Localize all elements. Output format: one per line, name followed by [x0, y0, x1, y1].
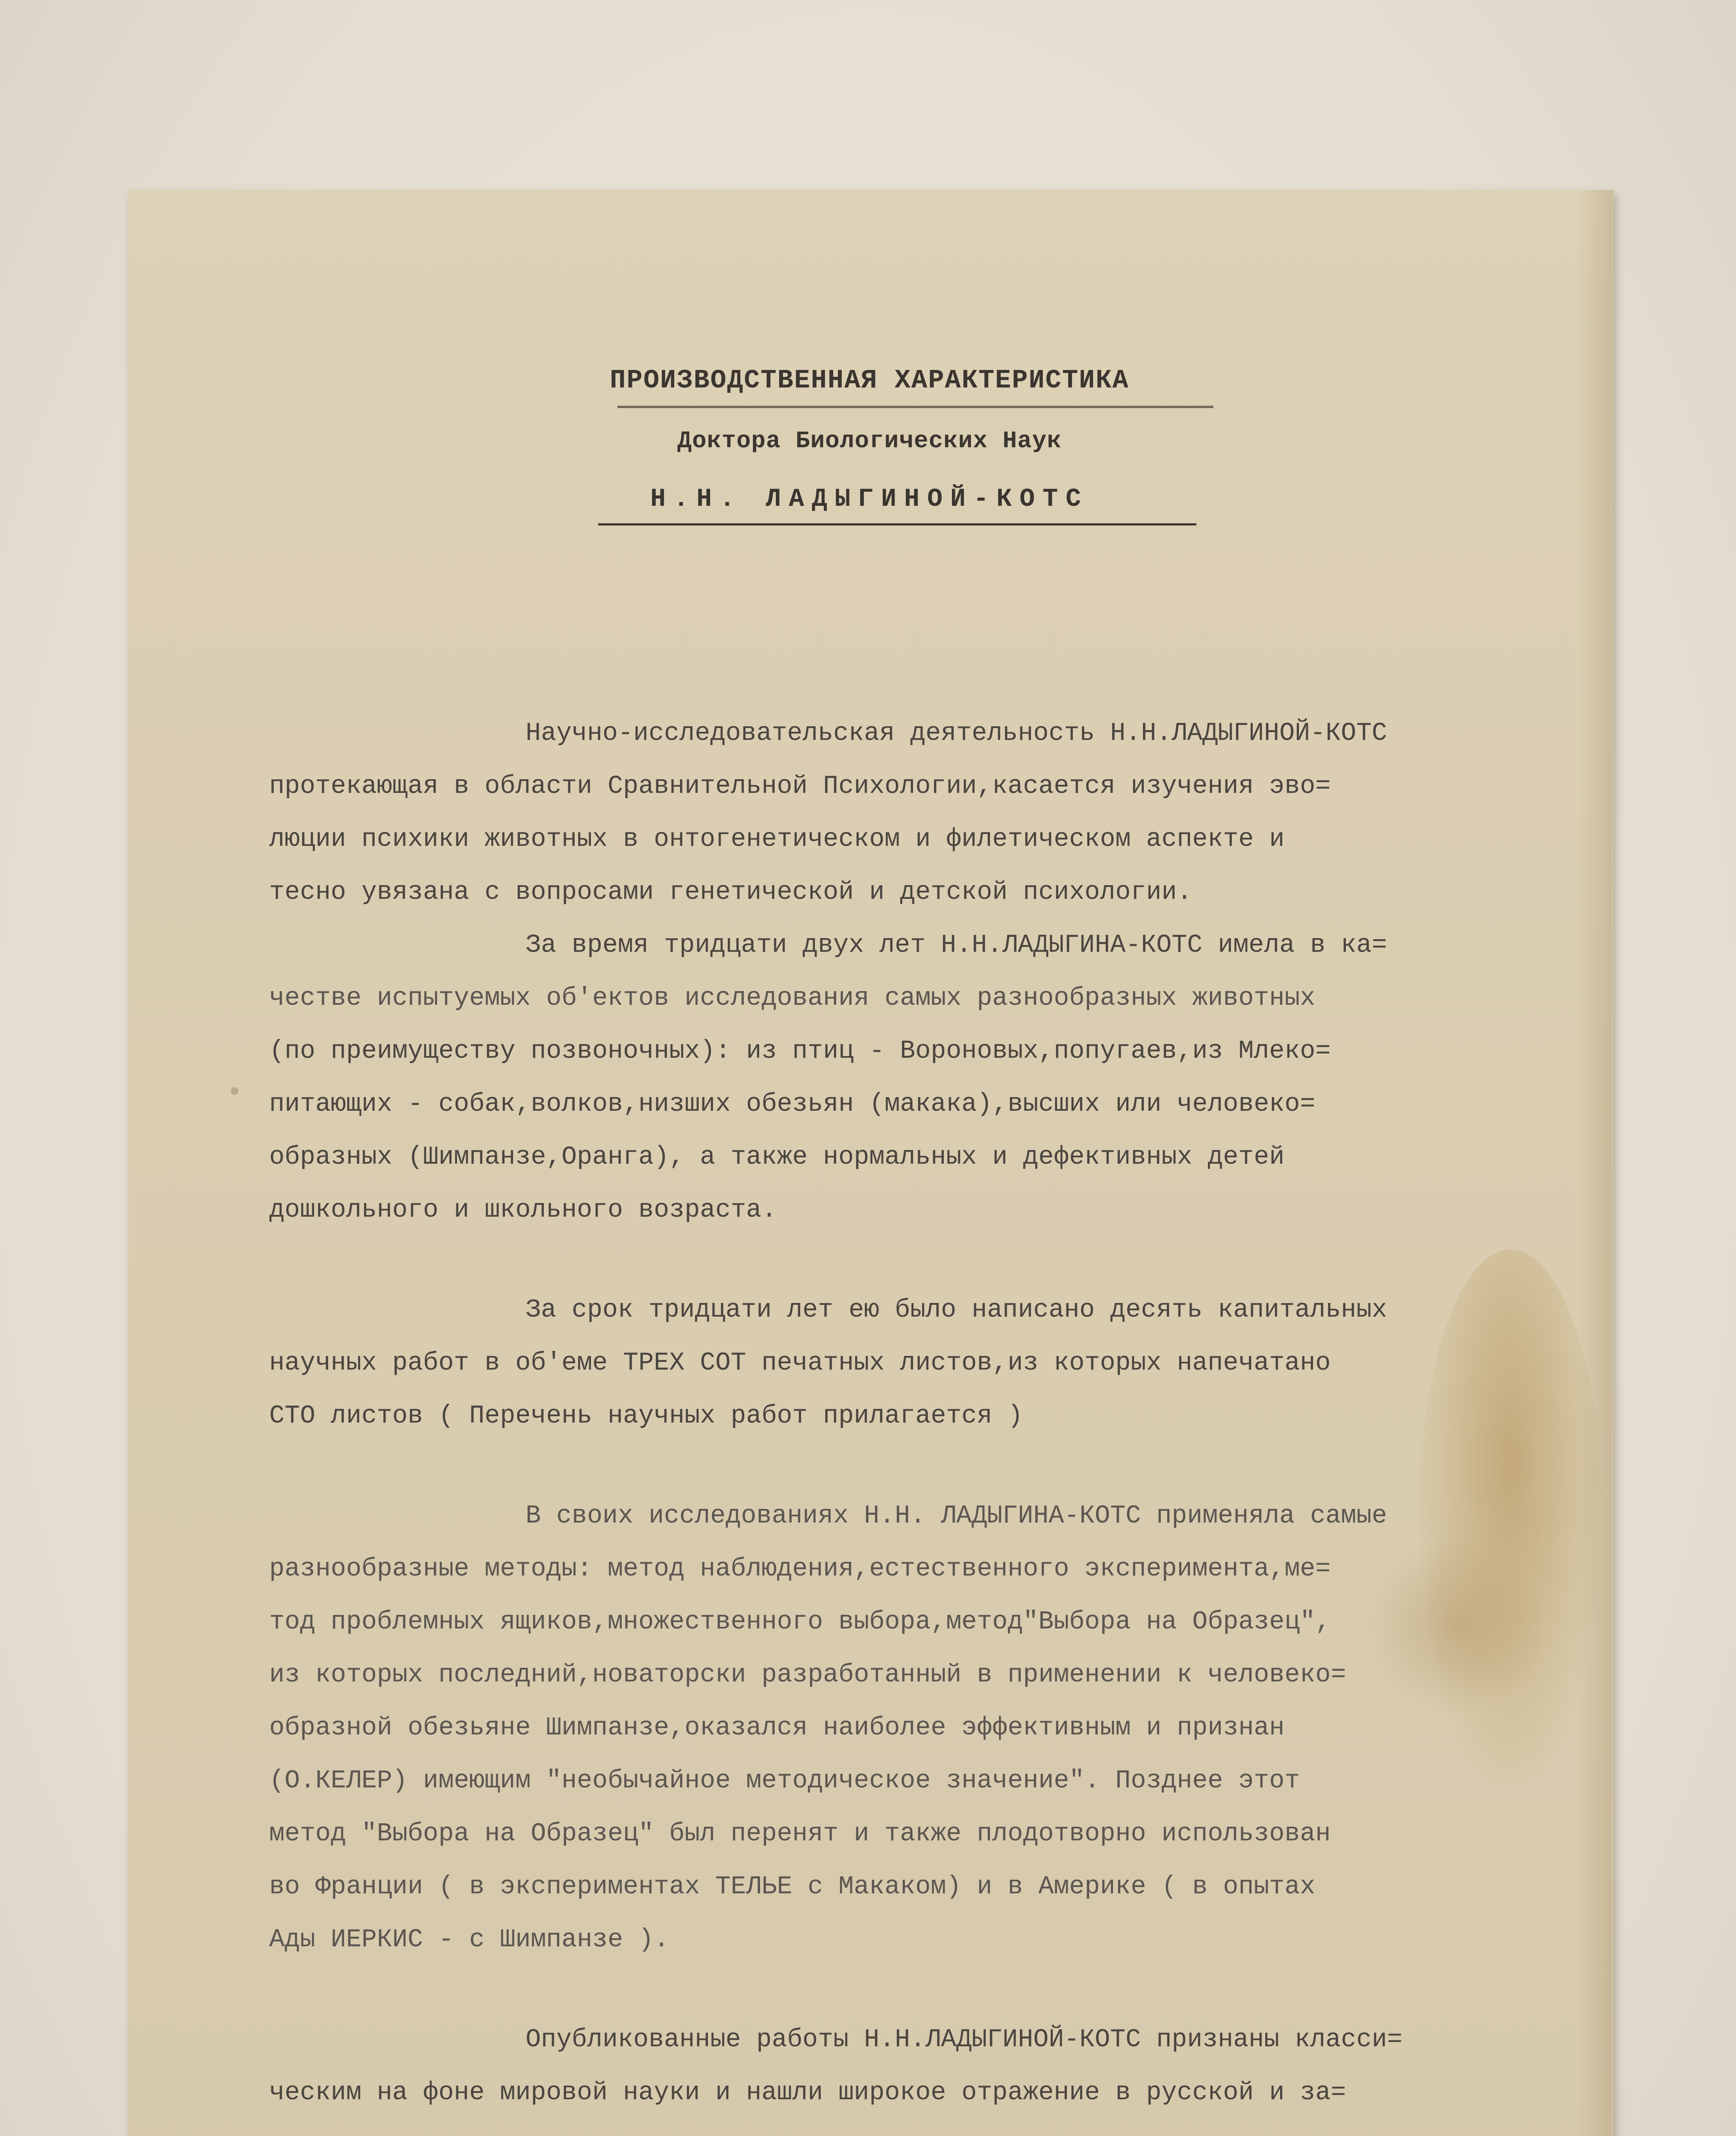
text-line: ческим на фоне мировой науки и нашли широкое отражение в русской и за=	[269, 2078, 1346, 2107]
paragraph-1	[269, 707, 1577, 919]
text-line: тод проблемных ящиков,множественного выбора,метод"Выбора на Образец",	[269, 1608, 1331, 1637]
subject-name: Н.Н. ЛАДЫГИНОЙ-КОТС	[650, 485, 1089, 514]
text-line: метод "Выбора на Образец" был перенят и также плодотворно использован	[269, 1819, 1331, 1848]
text-line: честве испытуемых об'ектов исследования самых разнообразных животных	[269, 984, 1316, 1013]
text-line: (по преимуществу позвоночных): из птиц - Вороновых,попугаев,из Млеко=	[269, 1037, 1331, 1066]
paper-speck	[231, 1087, 238, 1095]
text-line: разнообразные методы: метод наблюдения,естественного эксперимента,ме=	[269, 1555, 1331, 1584]
text-line: протекающая в области Сравнительной Психологии,касается изучения эво=	[269, 772, 1331, 801]
document-title: ПРОИЗВОДСТВЕННАЯ ХАРАКТЕРИСТИКА	[610, 365, 1129, 396]
paragraph-3	[269, 1284, 1577, 1443]
paragraph-5	[269, 2013, 1577, 2119]
text-line: образных (Шимпанзе,Оранга), а также нормальных и дефективных детей	[269, 1143, 1285, 1172]
text-line: В своих исследованиях Н.Н. ЛАДЫГИНА-КОТС применяла самые	[526, 1502, 1387, 1531]
name-underline	[598, 523, 1196, 525]
title-double-underline	[617, 406, 1213, 408]
document-subtitle: Доктора Биологических Наук	[677, 427, 1062, 455]
text-line: СТО листов ( Перечень научных работ прилагается )	[269, 1402, 1023, 1431]
text-line: За время тридцати двух лет Н.Н.ЛАДЫГИНА-КОТС имела в ка=	[526, 931, 1387, 960]
document-sheet	[128, 190, 1613, 2136]
text-line: питающих - собак,волков,низших обезьян (макака),высших или человеко=	[269, 1090, 1316, 1119]
text-line: тесно увязана с вопросами генетической и детской психологии.	[269, 878, 1193, 907]
text-line: Ады ИЕРКИС - с Шимпанзе ).	[269, 1925, 670, 1954]
paragraph-4	[269, 1490, 1577, 1966]
text-line: из которых последний,новаторски разработанный в применении к человеко=	[269, 1661, 1346, 1690]
text-line: дошкольного и школьного возраста.	[269, 1196, 777, 1225]
text-line: (О.КЕЛЕР) имеющим "необычайное методическое значение". Позднее этот	[269, 1766, 1300, 1796]
text-line: Опубликованные работы Н.Н.ЛАДЫГИНОЙ-КОТС признаны класси=	[526, 2025, 1403, 2054]
sheet-shadow-edge	[1577, 190, 1611, 2136]
text-line: образной обезьяне Шимпанзе,оказался наиболее эффективным и признан	[269, 1713, 1285, 1743]
text-line: научных работ в об'еме ТРЕХ СОТ печатных листов,из которых напечатано	[269, 1349, 1331, 1378]
document-body	[269, 707, 1577, 2119]
text-line: Научно-исследовательская деятельность Н.Н.ЛАДЫГИНОЙ-КОТС	[526, 719, 1387, 748]
text-line: За срок тридцати лет ею было написано десять капитальных	[526, 1296, 1387, 1325]
paragraph-2	[269, 919, 1577, 1237]
text-line: во Франции ( в экспериментах ТЕЛЬЕ с Макаком) и в Америке ( в опытах	[269, 1872, 1316, 1901]
text-line: люции психики животных в онтогенетическом и филетическом аспекте и	[269, 825, 1285, 854]
